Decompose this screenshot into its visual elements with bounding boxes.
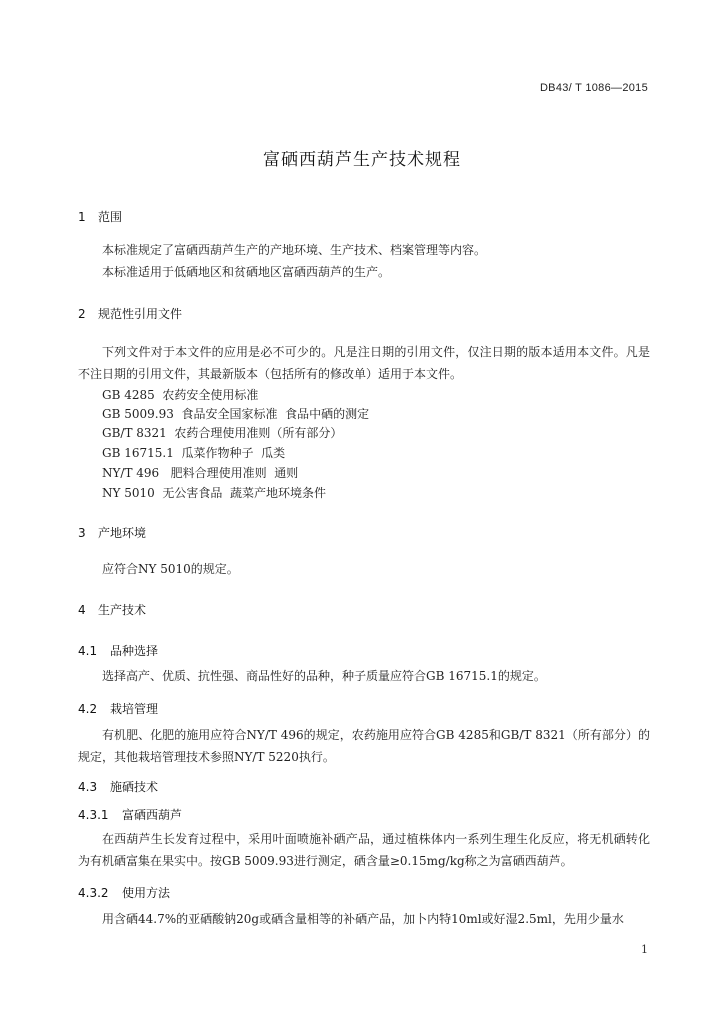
document-code: DB43/ T 1086—2015 — [539, 82, 648, 94]
section-title: 范围 — [98, 210, 123, 224]
subsection-4-3-1-heading — [78, 806, 182, 823]
subsection-4-2-heading — [78, 700, 158, 717]
reference-item: GB/T 8321 农药合理使用准则（所有部分） — [102, 426, 343, 440]
section-number: 2 — [78, 307, 86, 321]
paragraph: 下列文件对于本文件的应用是必不可少的。凡是注日期的引用文件，仅注日期的版本适用本文件。凡是不注日期的引用文件，其最新版本（包括所有的修改单）适用于本文件。 — [78, 345, 650, 381]
paragraph: 选择高产、优质、抗性强、商品性好的品种，种子质量应符合GB 16715.1的规定。 — [102, 669, 546, 683]
section-title: 规范性引用文件 — [98, 307, 183, 321]
page-number: 1 — [641, 943, 648, 956]
section-title: 施硒技术 — [110, 780, 159, 794]
subsection-4-3-2-heading — [78, 884, 170, 901]
section-4-heading — [78, 601, 146, 618]
section-title: 品种选择 — [110, 644, 159, 658]
section-1-heading — [78, 208, 122, 225]
section-number: 4.3.1 — [78, 808, 109, 822]
paragraph: 有机肥、化肥的施用应符合NY/T 496的规定，农药施用应符合GB 4285和GB/T 8321（所有部分）的规定，其他栽培管理技术参照NY/T 5220执行。 — [78, 728, 650, 764]
section-number: 4.3 — [78, 780, 98, 794]
reference-item: GB 16715.1 瓜菜作物种子 瓜类 — [102, 446, 286, 460]
reference-item: NY/T 496 肥料合理使用准则 通则 — [102, 466, 299, 480]
paragraph: 本标准适用于低硒地区和贫硒地区富硒西葫芦的生产。 — [102, 265, 391, 279]
paragraph: 在西葫芦生长发育过程中，采用叶面喷施补硒产品，通过植株体内一系列生理生化反应，将无机硒转化为有机硒富集在果实中。按GB 5009.93进行测定，硒含量≥0.15mg/kg称之为富硒西葫芦。 — [78, 832, 650, 868]
section-number: 3 — [78, 526, 86, 540]
subsection-4-1-heading — [78, 642, 158, 659]
paragraph: 应符合NY 5010的规定。 — [102, 562, 239, 576]
section-title: 产地环境 — [98, 526, 147, 540]
section-number: 4 — [78, 603, 86, 617]
paragraph: 用含硒44.7%的亚硒酸钠20g或硒含量相等的补硒产品，加卜内特10ml或好湿2.5ml，先用少量水 — [102, 912, 624, 926]
section-number: 1 — [78, 210, 86, 224]
reference-item: GB 5009.93 食品安全国家标准 食品中硒的测定 — [102, 407, 370, 421]
section-title: 生产技术 — [98, 603, 147, 617]
document-title: 富硒西葫芦生产技术规程 — [263, 150, 461, 170]
section-number: 4.2 — [78, 702, 98, 716]
reference-item: GB 4285 农药安全使用标准 — [102, 388, 259, 402]
subsection-4-3-heading — [78, 778, 158, 795]
section-number: 4.3.2 — [78, 886, 109, 900]
reference-item: NY 5010 无公害食品 蔬菜产地环境条件 — [102, 486, 327, 500]
paragraph: 本标准规定了富硒西葫芦生产的产地环境、生产技术、档案管理等内容。 — [102, 243, 487, 257]
section-number: 4.1 — [78, 644, 98, 658]
section-title: 使用方法 — [122, 886, 171, 900]
section-2-heading — [78, 305, 182, 322]
section-title: 栽培管理 — [110, 702, 159, 716]
section-3-heading — [78, 524, 146, 541]
section-title: 富硒西葫芦 — [122, 808, 183, 822]
